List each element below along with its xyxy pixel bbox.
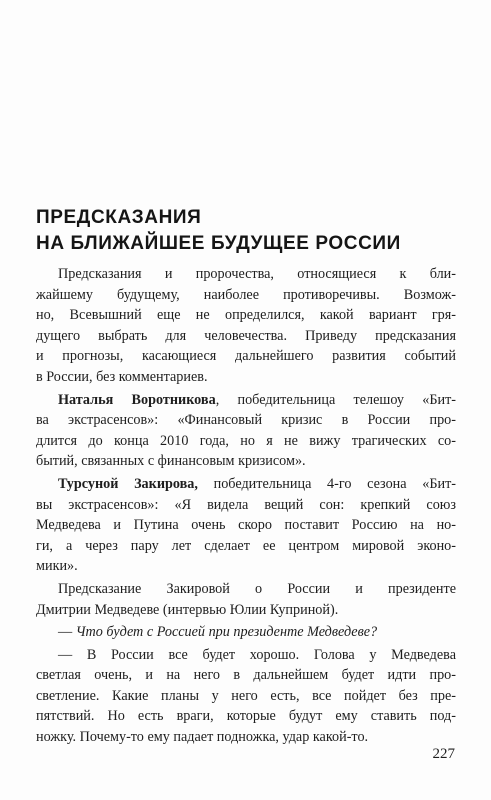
text-line: мики». [36,558,78,575]
text-line: Предсказание Закировой о России и президенте [58,580,456,597]
paragraph-zakirova [36,474,456,577]
chapter-heading-line-2: НА БЛИЖАЙШЕЕ БУДУЩЕЕ РОССИИ [36,233,401,254]
text-line: жайшему будущему, наиболее противоречивы. Возмож- [36,286,456,303]
text-line: Медведева и Путина очень скоро поставит Россию на но- [36,517,456,534]
text-line: длится до конца 2010 года, но я не вижу трагических со- [36,432,456,449]
paragraph-vorotnikova [36,390,456,472]
chapter-heading-line-1: ПРЕДСКАЗАНИЯ [36,207,202,228]
paragraph-question [36,622,456,643]
text-line: и прогнозы, касающиеся дальнейшего развития событий [36,348,456,365]
question-text: Что будет с Россией при президенте Медведеве? [75,624,378,641]
paragraph-interview-intro [36,579,456,620]
text-line: Дмитрии Медведеве (интервью Юлии Куприной). [36,601,339,618]
person-name: Турсуной Закирова, [58,475,198,492]
dialogue-dash: — [58,624,73,641]
chapter-heading [36,205,456,257]
text-line: вы экстрасенсов»: «Я видела вещий сон: крепкий союз [36,496,456,513]
text-line: дущего выбрать для человечества. Приведу предсказания [36,327,456,344]
text-line [36,390,456,411]
text-line: светлая очень, и на него в дальнейшем будет идти про- [36,667,456,684]
text-line: ножку. Почему-то ему падает подножка, удар какой-то. [36,729,369,746]
person-name: Наталья Воротникова [58,391,216,408]
text-fragment: , победительница телешоу «Бит- [215,391,456,408]
paragraph-answer [36,645,456,748]
text-line: но, Всевышний еще не определился, какой вариант гря- [36,307,456,324]
text-line [36,622,456,643]
text-line: ги, а через пару лет сделает ее центром мировой эконо- [36,537,456,554]
text-line: в России, без комментариев. [36,368,208,385]
text-fragment: победительница 4-го сезона «Бит- [197,475,456,492]
text-line: светление. Какие планы у него есть, все пойдет без пре- [36,687,456,704]
text-line: бытий, связанных с финансовым кризисом». [36,453,306,470]
paragraph-intro [36,264,456,388]
text-line [36,474,456,495]
text-line: пятствий. Но есть враги, которые будут ему ставить под- [36,708,456,725]
body-text [36,264,456,750]
page-number: 227 [432,746,455,762]
text-line: Предсказания и пророчества, относящиеся к бли- [58,266,456,282]
text-line: — В России все будет хорошо. Голова у Медведева [58,646,456,663]
text-line: ва экстрасенсов»: «Финансовый кризис в России про- [36,412,456,429]
